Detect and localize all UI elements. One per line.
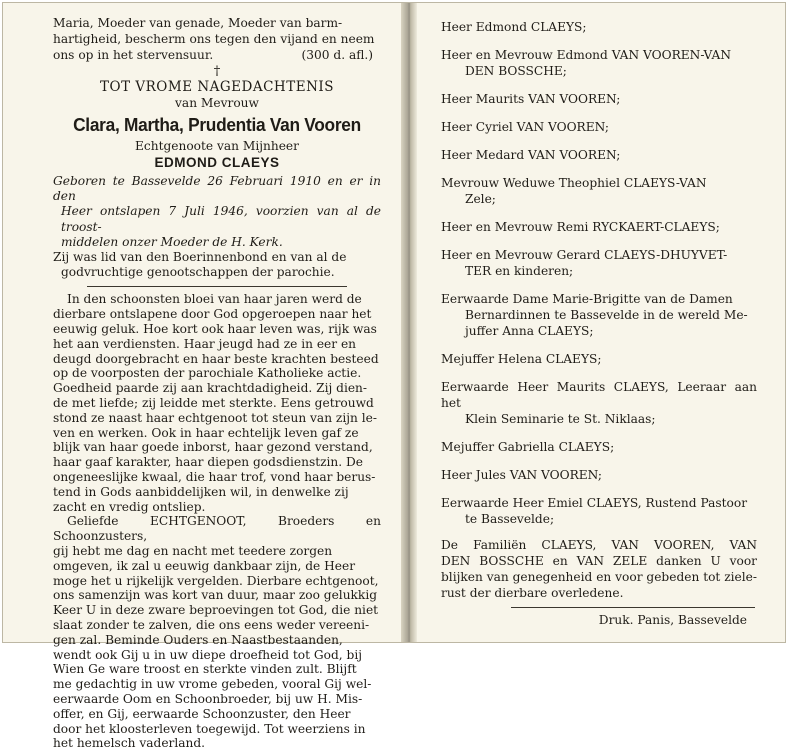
farewell-line: Wien Ge ware troost en sterkte vinden zult. Blijft [53,662,357,677]
farewell-line: gij hebt me dag en nacht met teedere zorgen [53,543,333,558]
closing-line: De Familiën CLAEYS, VAN VOOREN, VAN [441,538,757,552]
closing-block [441,537,757,601]
van-mevrouw: van Mevrouw [175,96,259,110]
biography-line: ongeneeslijke kwaal, die haar trof, vond haar berus- [53,469,376,484]
biography-line: dierbare ontslapene door God opgeroepen naar het [53,307,372,322]
birth-death-block [53,174,381,250]
birth-death-line-2: Heer ontslapen 7 Juli 1946, voorzien van al de troost- [61,204,381,234]
family-entry-line: te Bassevelde; [465,512,555,526]
biography-line: tend in Gods aanbiddelijken wil, in denwelke zij [53,484,349,499]
farewell-line: eerwaarde Oom en Schoonbroeder, bij uw H. Mis- [53,691,363,706]
prayer-line-3 [53,47,381,63]
family-entry-line: Eerwaarde Heer Maurits CLAEYS, Leeraar aan het [441,380,757,410]
family-entry [441,351,757,367]
family-entry-line: Mejuffer Gabriella CLAEYS; [441,440,615,454]
family-entry [441,147,757,163]
farewell-line: gen zal. Beminde Ouders en Naastbestaanden, [53,632,343,647]
family-entry-line: Klein Seminarie te St. Niklaas; [465,412,656,426]
biography-line: de met liefde; zij leidde met sterkte. Eens getrouwd [53,396,374,410]
deceased-name: Clara, Martha, Prudentia Van Vooren [73,114,361,135]
family-entry-line: Zele; [465,192,496,206]
family-entry-line: Mevrouw Weduwe Theophiel CLAEYS-VAN [441,176,707,190]
left-panel [3,3,401,751]
divider [87,286,347,287]
farewell-line: ons samenzijn was kort van duur, maar zoo gelukkig [53,588,378,603]
family-entry [441,247,757,279]
family-entry-line: Bernardinnen te Bassevelde in de wereld Me- [465,308,748,322]
memorial-card [2,2,786,751]
farewell-line: omgeven, ik zal u eeuwig dankbaar zijn, de Heer [53,558,356,573]
farewell-line: Keer U in deze zware beproevingen tot God, die niet [53,603,379,618]
family-entry-line: Mejuffer Helena CLAEYS; [441,352,602,366]
family-entry-line: Heer en Mevrouw Gerard CLAEYS-DHUYVET- [441,248,728,262]
family-entry-line: Heer Medard VAN VOOREN; [441,148,621,162]
family-entry-line: Heer Jules VAN VOOREN; [441,468,603,482]
indulgence-note: (300 d. afl.) [301,48,373,62]
family-entry-line: Heer Edmond CLAEYS; [441,20,587,34]
membership-line-2: godvruchtige genootschappen der parochie. [61,265,335,280]
biography-line: blijk van haar goede inborst, haar gezond verstand, [53,440,373,455]
farewell-line: slaat zonder te zalven, die ons eens weder vereeni- [53,617,370,632]
family-entry [441,467,757,483]
family-entry-line: Heer Cyriel VAN VOOREN; [441,120,609,134]
family-entry-line: juffer Anna CLAEYS; [465,324,594,338]
family-entry-line: Heer en Mevrouw Remi RYCKAERT-CLAEYS; [441,220,720,234]
card-fold [401,3,417,642]
farewell-line: me gedachtig in uw vrome gebeden, vooral Gij wel- [53,677,372,692]
birth-death-line-3: middelen onzer Moeder de H. Kerk. [61,234,283,249]
printer-credit: Druk. Panis, Bassevelde [598,613,747,627]
family-entry-line: Eerwaarde Dame Marie-Brigitte van de Damen [441,292,733,306]
family-entry-line: DEN BOSSCHE; [465,64,567,78]
farewell-line: door het kloosterleven toegewijd. Tot weerziens in [53,721,366,736]
biography-line: In den schoonsten bloei van haar jaren werd de [67,292,362,307]
farewell-line: het hemelsch vaderland. [53,736,206,751]
family-entry-line: Heer en Mevrouw Edmond VAN VOOREN-VAN [441,48,731,62]
farewell-line: Geliefde ECHTGENOOT, Broeders en Schoonzusters, [53,514,381,544]
membership-line-1: Zij was lid van den Boerinnenbond en van al de [53,250,347,265]
divider [511,607,755,608]
farewell-line: offer, en Gij, eerwaarde Schoonzuster, den Heer [53,706,351,721]
family-entry [441,379,757,427]
family-entry-line: TER en kinderen; [465,264,574,278]
spouse-name: EDMOND CLAEYS [154,155,280,170]
right-panel [417,3,787,642]
biography-line: deugd doorgebracht en haar beste krachten besteed [53,351,379,366]
family-entry [441,47,757,79]
family-entry [441,219,757,235]
biography-block [53,292,381,751]
memorial-title: TOT VROME NAGEDACHTENIS [100,79,334,95]
prayer-line-2: hartigheid, bescherm ons tegen den vijand en neem [53,32,375,46]
closing-line: blijken van genegenheid en voor gebeden tot ziele- [441,570,757,584]
biography-line: op de voorposten der parochiale Katholieke actie. [53,366,362,381]
prayer-block [53,15,381,63]
cross-icon: † [213,64,221,79]
farewell-line: moge het u rijkelijk vergelden. Dierbare echtgenoot, [53,573,379,588]
birth-death-line-1: Geboren te Bassevelde 26 Februari 1910 en er in den [53,174,381,204]
spouse-intro: Echtgenoote van Mijnheer [135,139,299,153]
membership-block [53,250,381,280]
biography-line: zacht en vredig ontsliep. [53,499,206,514]
family-entry-line: Eerwaarde Heer Emiel CLAEYS, Rustend Pastoor [441,496,748,510]
closing-line: DEN BOSSCHE en VAN ZELE danken U voor [441,554,757,568]
prayer-line-1: Maria, Moeder van genade, Moeder van barm- [53,16,343,30]
biography-line: het aan verdiensten. Haar jeugd had ze in eer en [53,336,357,351]
biography-line: stond ze naast haar echtgenoot tot steun van zijn le- [53,410,377,425]
family-entry-line: Heer Maurits VAN VOOREN; [441,92,621,106]
biography-line: Goedheid paarde zij aan krachtdadigheid. Zij dien- [53,381,368,396]
prayer-line-3-text: ons op in het stervensuur. [53,48,214,62]
family-entry [441,119,757,135]
biography-line: ven en werken. Ook in haar echtelijk leven gaf ze [53,425,359,440]
family-entry [441,439,757,455]
biography-line: haar gaaf karakter, haar diepen godsdienstzin. De [53,455,364,470]
family-entry [441,495,757,527]
farewell-line: wendt ook Gij u in uw diepe droefheid tot God, bij [53,647,363,662]
family-entry [441,291,757,339]
biography-line: eeuwig geluk. Hoe kort ook haar leven was, rijk was [53,322,377,337]
family-entry [441,91,757,107]
family-entry [441,19,757,35]
closing-line: rust der dierbare overledene. [441,586,624,600]
family-entry [441,175,757,207]
